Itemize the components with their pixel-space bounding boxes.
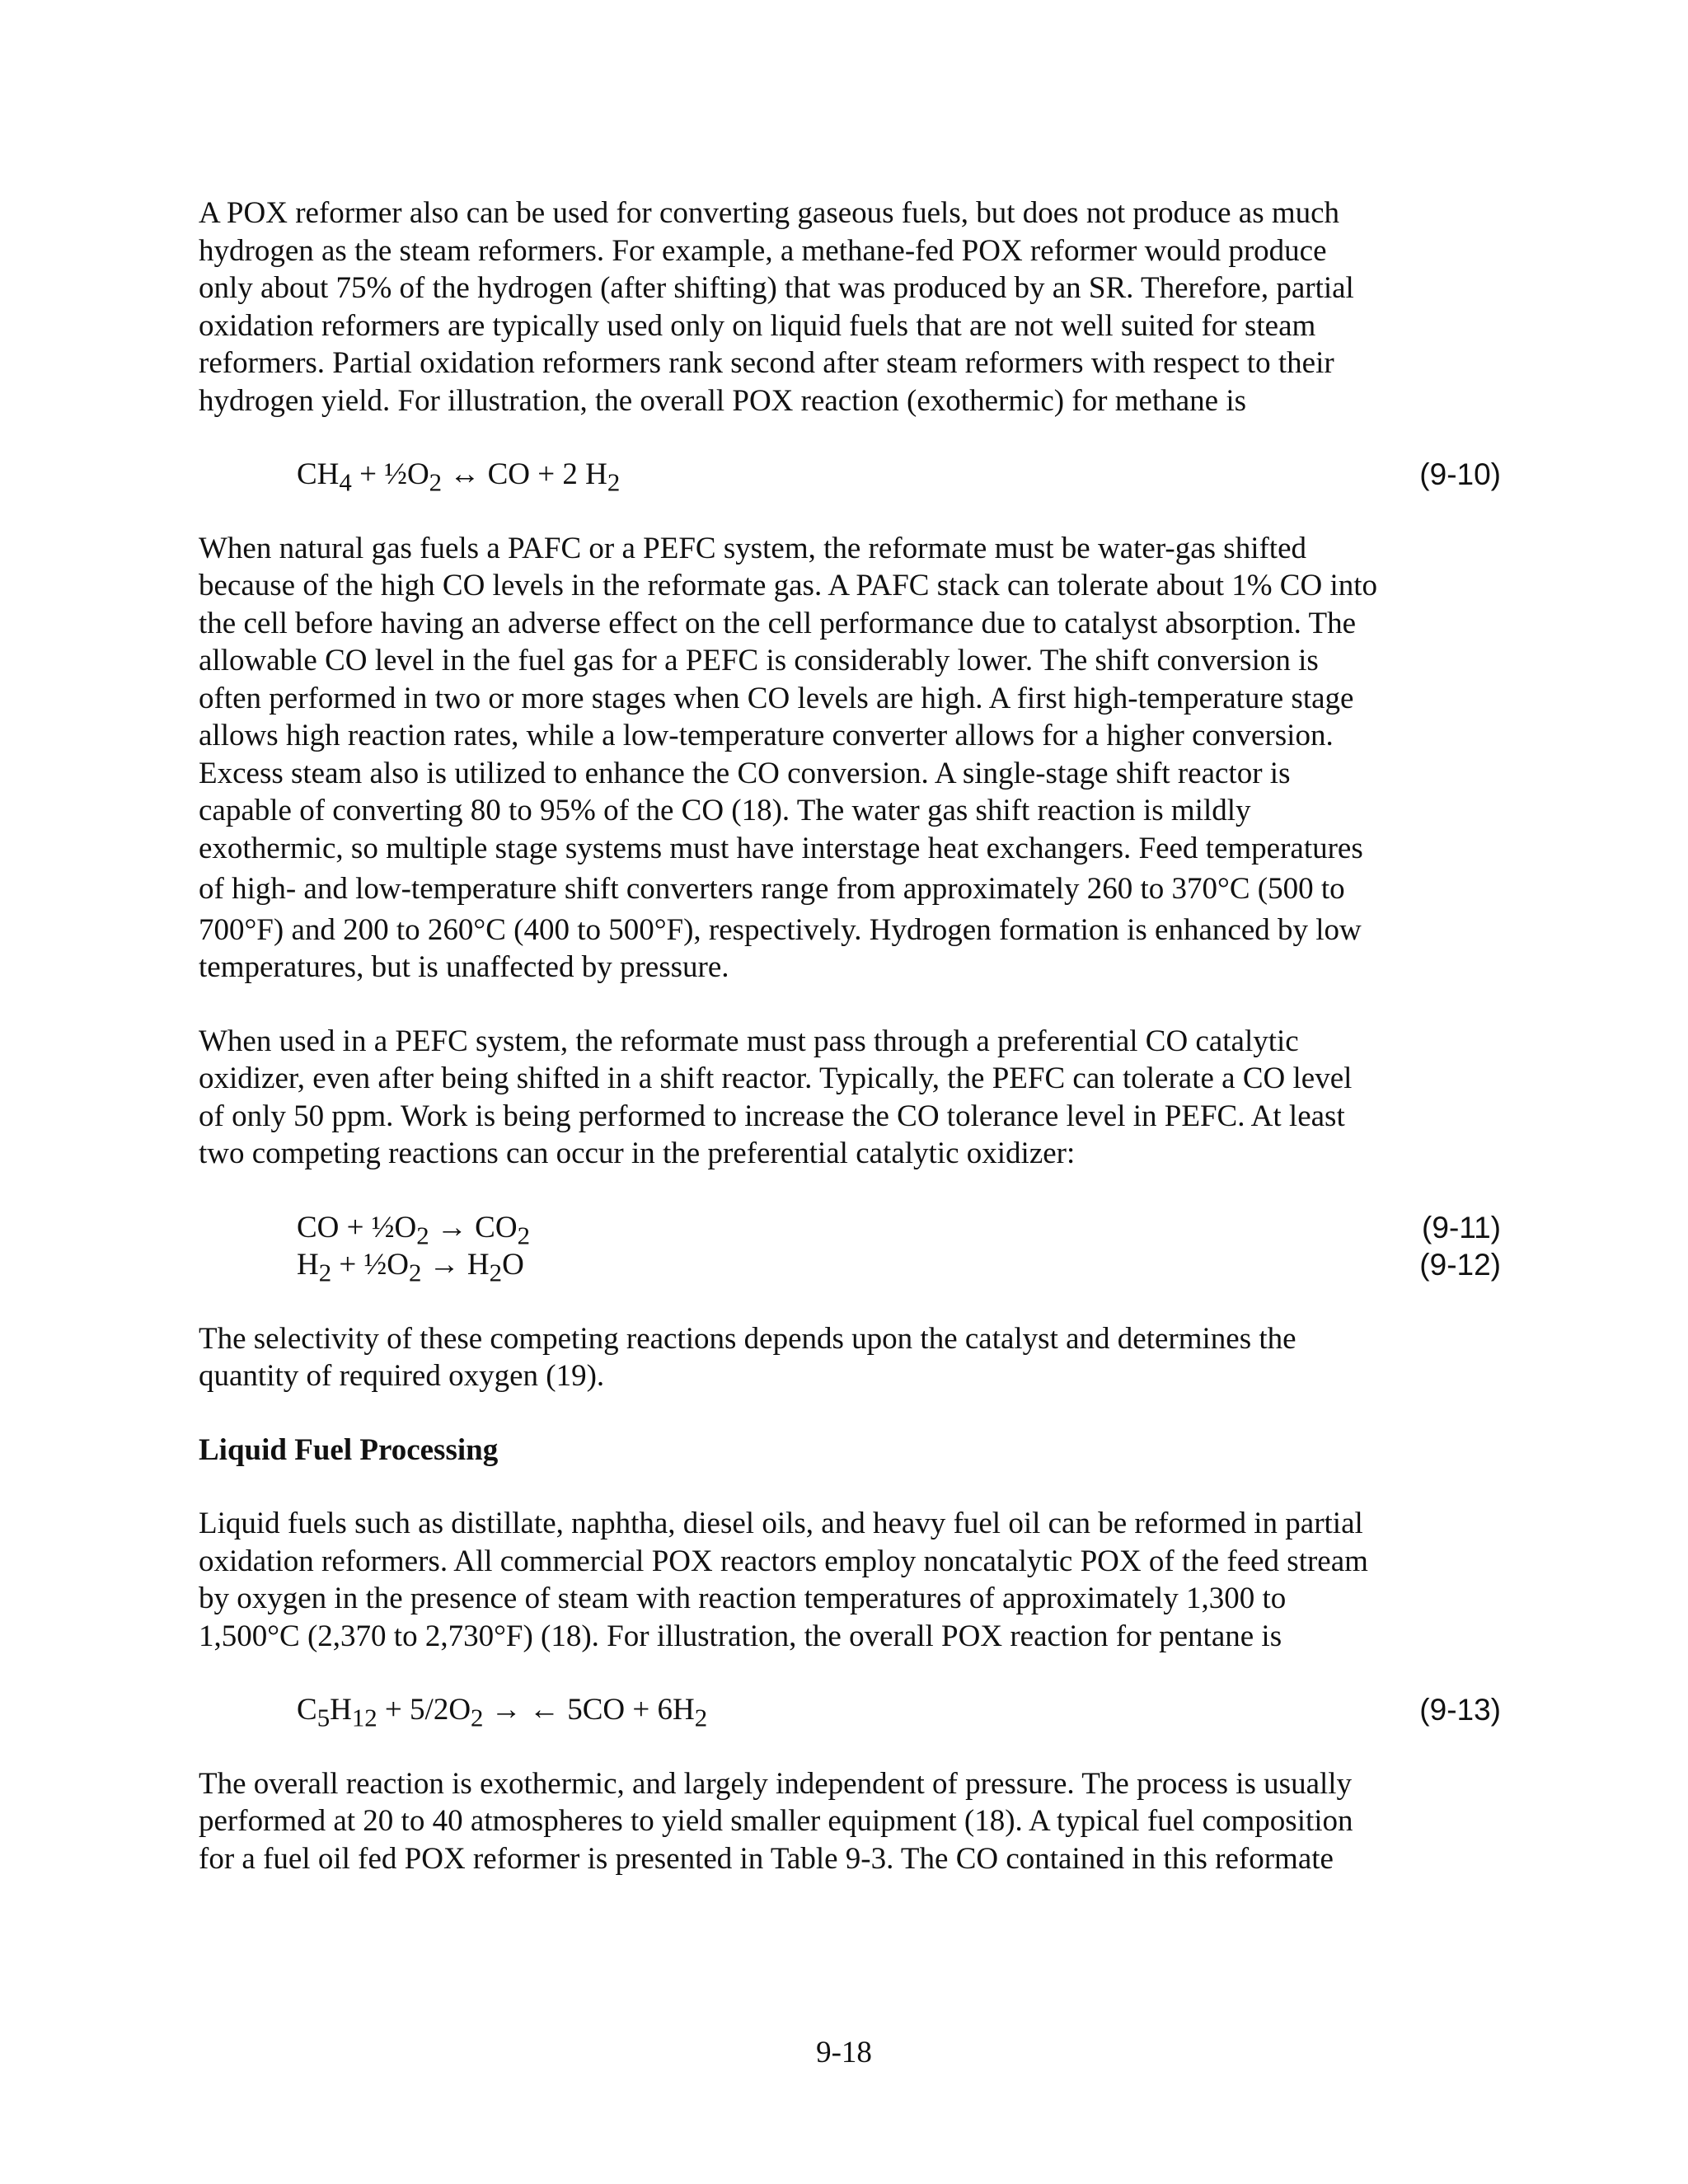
paragraph-water-gas-shift [199, 530, 1493, 987]
text-line: often performed in two or more stages when CO levels are high. A first high-temperature stage [199, 681, 1354, 715]
text-line: capable of converting 80 to 95% of the CO (18). The water gas shift reaction is mildly [199, 794, 1251, 827]
equation-formula: $H_2$ + $\frac{1}{2}O_2 \to H_2O$ [297, 1248, 524, 1287]
text-line: 700°F) and 200 to 260°C (400 to 500°F), respectively. Hydrogen formation is enhanced by low [199, 912, 1362, 947]
paragraph-selectivity [199, 1320, 1493, 1395]
paragraph-pefc-oxidizer [199, 1023, 1493, 1173]
equation-9-13 [199, 1691, 1501, 1732]
equation-formula: $C_5H_{12} + 5/2O_2$ → ← $5CO + 6H_2$ [297, 1693, 708, 1732]
text-line: hydrogen as the steam reformers. For example, a methane-fed POX reformer would produce [199, 233, 1327, 268]
equation-9-12 [199, 1246, 1501, 1287]
document-page [199, 194, 1501, 1877]
text-line: The selectivity of these competing reactions depends upon the catalyst and determines the [199, 1321, 1296, 1356]
text-line: of only 50 ppm. Work is being performed to increase the CO tolerance level in PEFC. At least [199, 1099, 1345, 1133]
text-line: quantity of required oxygen (19). [199, 1359, 605, 1393]
equation-number: (9-11) [1422, 1210, 1501, 1244]
text-line: the cell before having an adverse effect on the cell performance due to catalyst absorption. The [199, 606, 1357, 640]
text-line: oxidizer, even after being shifted in a shift reactor. Typically, the PEFC can tolerate a CO level [199, 1062, 1353, 1095]
equation-formula: $CH_4$ + $\frac{1}{2}O_2$ ↔ CO + 2 $H_2$ [297, 457, 621, 497]
equation-formula: CO + $\frac{1}{2}O_2 \to CO_2$ [297, 1210, 530, 1249]
text-line: The overall reaction is exothermic, and largely independent of pressure. The process is usually [199, 1766, 1353, 1801]
equation-9-11 [199, 1209, 1501, 1249]
text-line: by oxygen in the presence of steam with reaction temperatures of approximately 1,300 to [199, 1582, 1287, 1615]
equation-9-10 [199, 456, 1501, 497]
text-line: A POX reformer also can be used for converting gaseous fuels, but does not produce as much [199, 196, 1340, 230]
equation-number: (9-10) [1419, 457, 1501, 491]
text-line: exothermic, so multiple stage systems must have interstage heat exchangers. Feed temperatures [199, 831, 1363, 865]
text-line: oxidation reformers are typically used only on liquid fuels that are not well suited for steam [199, 308, 1316, 343]
text-line: Liquid fuels such as distillate, naphtha, diesel oils, and heavy fuel oil can be reformed in partial [199, 1507, 1363, 1540]
text-line: hydrogen yield. For illustration, the overall POX reaction (exothermic) for methane is [199, 383, 1247, 418]
text-line: reformers. Partial oxidation reformers rank second after steam reformers with respect to their [199, 346, 1334, 380]
text-line: for a fuel oil fed POX reformer is presented in Table 9-3. The CO contained in this reformate [199, 1841, 1334, 1876]
paragraph-overall-reaction [199, 1765, 1493, 1878]
page-number: 9-18 [816, 2036, 872, 2069]
text-line: When used in a PEFC system, the reformate must pass through a preferential CO catalytic [199, 1024, 1299, 1058]
equation-number: (9-13) [1419, 1693, 1501, 1727]
text-line: because of the high CO levels in the reformate gas. A PAFC stack can tolerate about 1% CO into [199, 569, 1378, 602]
text-line: only about 75% of the hydrogen (after shifting) that was produced by an SR. Therefore, partial [199, 271, 1354, 305]
equation-block [199, 1209, 1501, 1287]
text-line: allows high reaction rates, while a low-temperature converter allows for a higher conversion. [199, 719, 1334, 752]
equation-number: (9-12) [1419, 1248, 1501, 1282]
text-line: Excess steam also is utilized to enhance the CO conversion. A single-stage shift reactor is [199, 756, 1291, 790]
text-line: 1,500°C (2,370 to 2,730°F) (18). For illustration, the overall POX reaction for pentane is [199, 1619, 1282, 1653]
paragraph-liquid-fuels [199, 1505, 1493, 1655]
text-line: oxidation reformers. All commercial POX reactors employ noncatalytic POX of the feed stream [199, 1544, 1368, 1578]
section-heading: Liquid Fuel Processing [199, 1432, 499, 1467]
equation-block [199, 456, 1501, 497]
text-line: two competing reactions can occur in the preferential catalytic oxidizer: [199, 1137, 1076, 1170]
equation-block [199, 1691, 1501, 1732]
text-line: temperatures, but is unaffected by pressure. [199, 950, 729, 984]
text-line: allowable CO level in the fuel gas for a PEFC is considerably lower. The shift conversion is [199, 644, 1319, 677]
text-line: of high- and low-temperature shift converters range from approximately 260 to 370°C (500 to [199, 872, 1345, 906]
text-line: When natural gas fuels a PAFC or a PEFC system, the reformate must be water-gas shifted [199, 531, 1306, 565]
paragraph-pox-gaseous [199, 194, 1493, 419]
text-line: performed at 20 to 40 atmospheres to yield smaller equipment (18). A typical fuel composition [199, 1804, 1353, 1838]
